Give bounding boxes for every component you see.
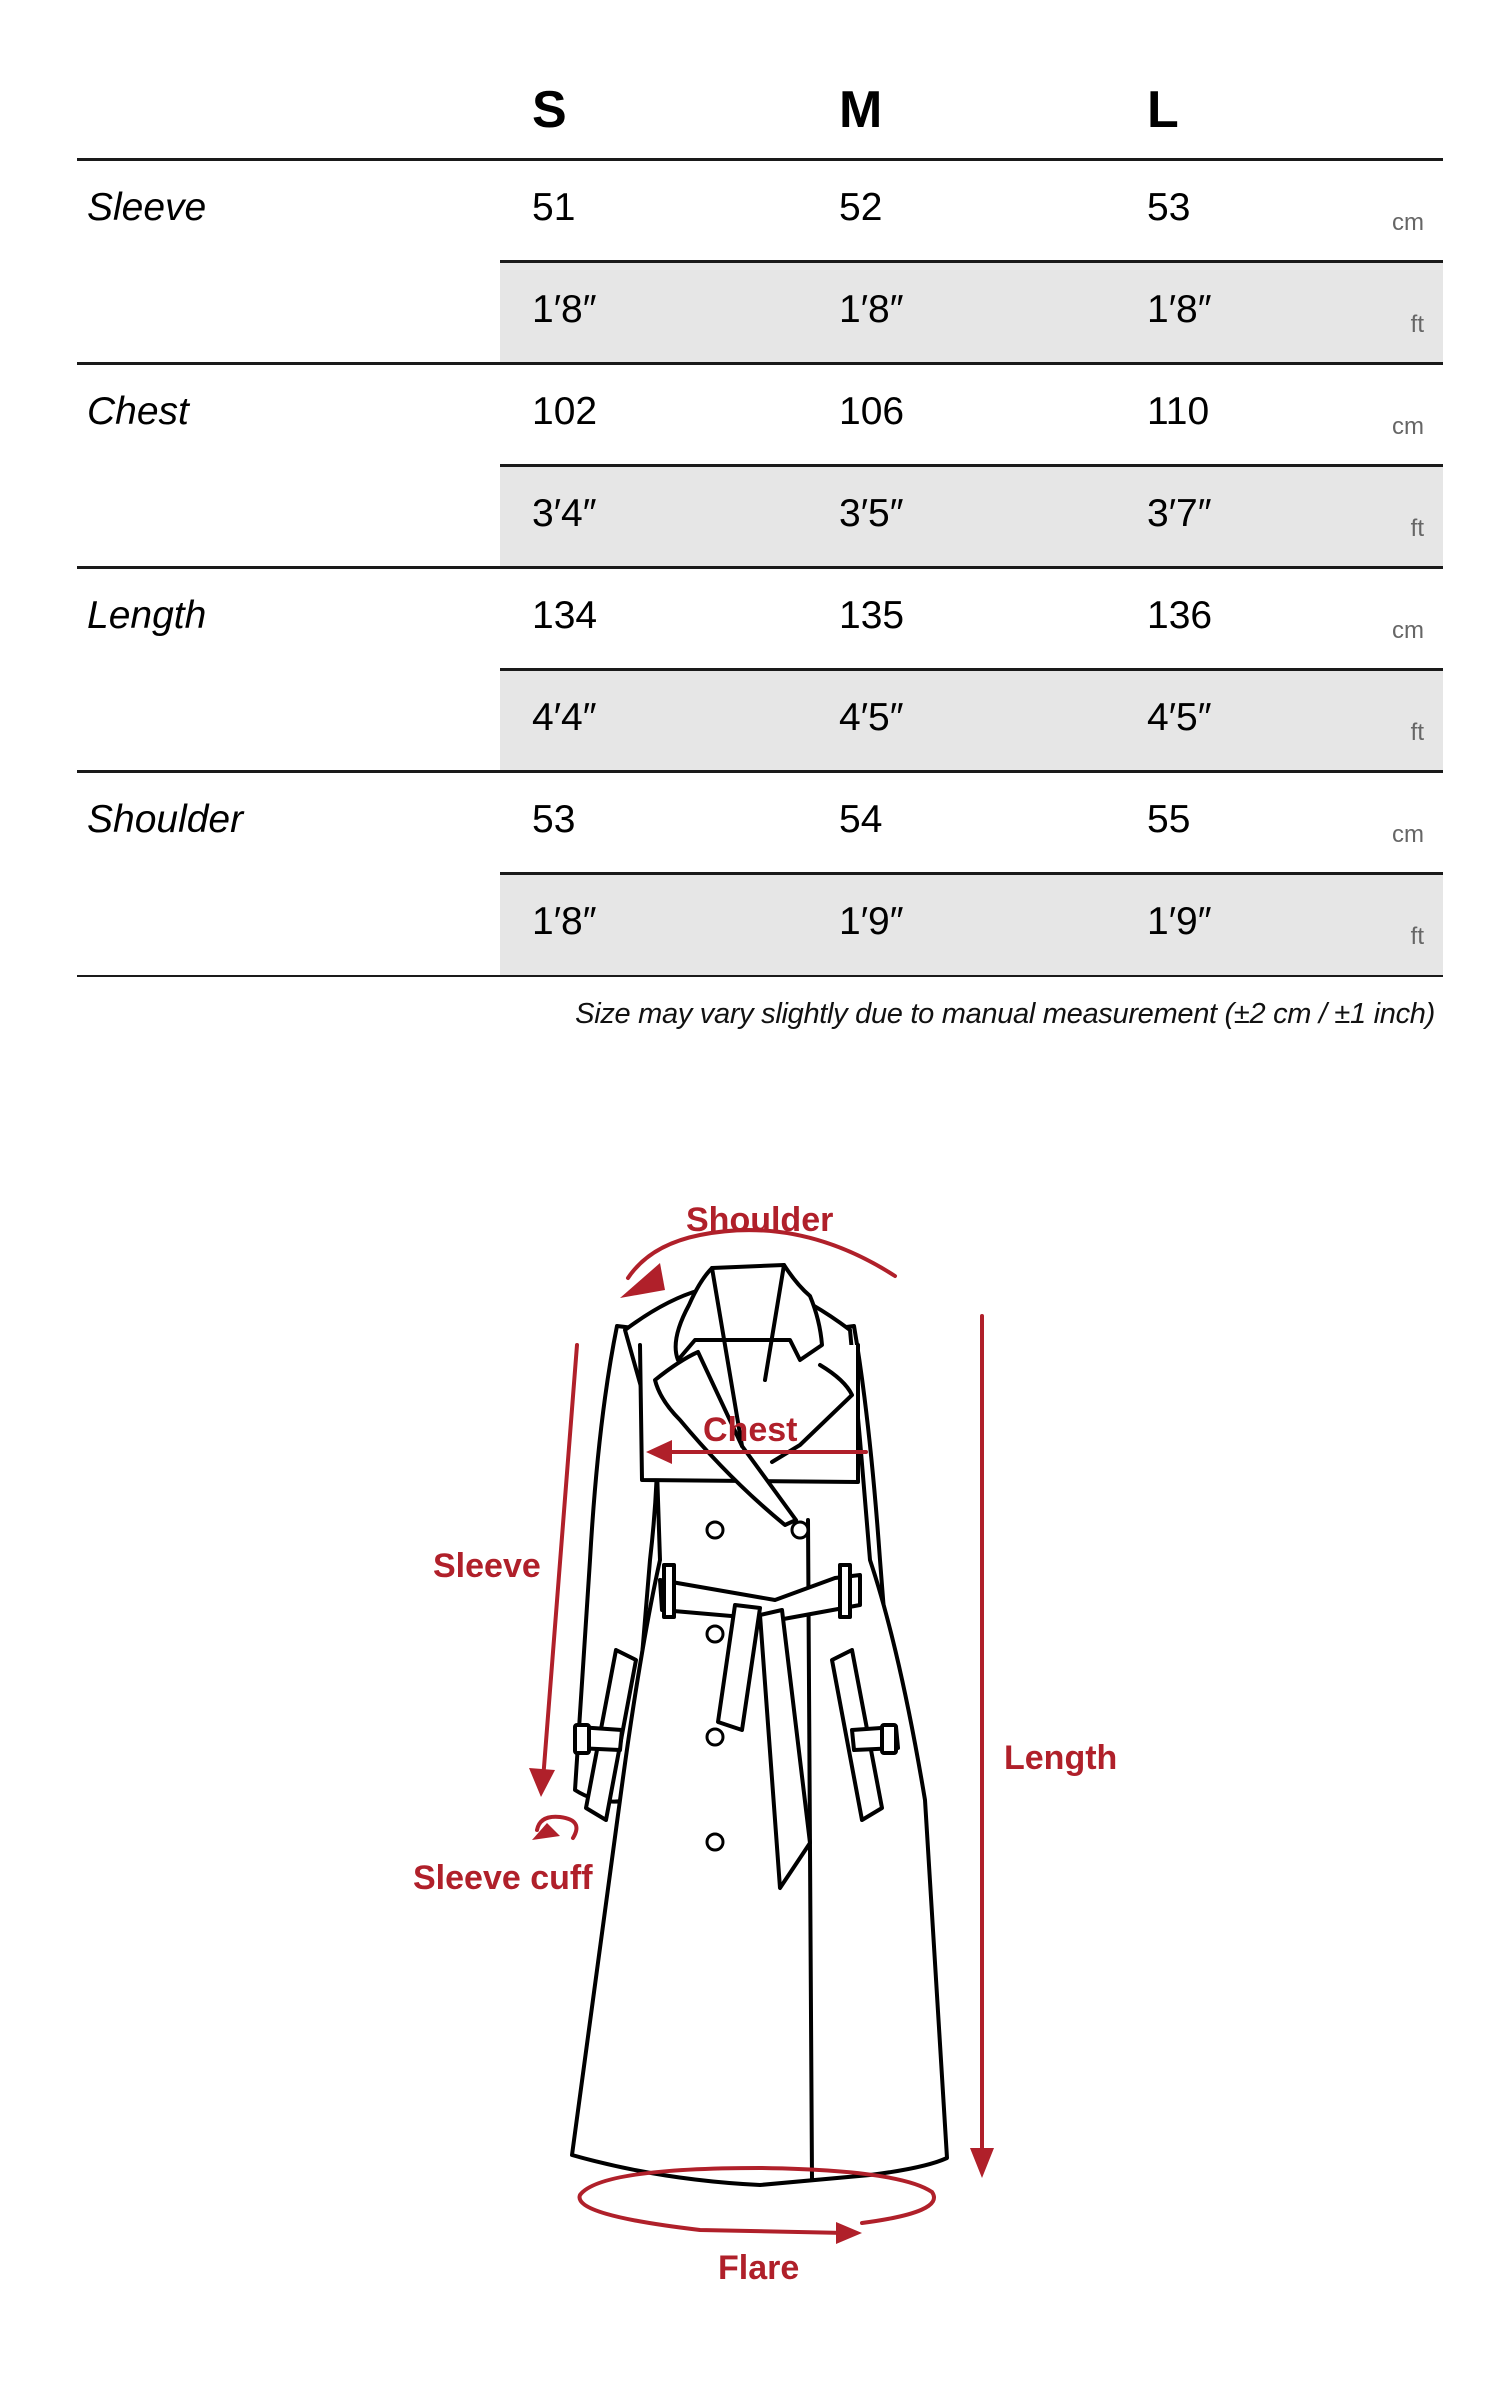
measurement-note: Size may vary slightly due to manual measurement (±2 cm / ±1 inch) [575,998,1435,1030]
cell-chest-s-ft: 3′4″ [532,492,597,535]
unit-ft: ft [1410,923,1424,950]
cell-shoulder-l-ft: 1′9″ [1147,900,1212,943]
cell-sleeve-m-ft: 1′8″ [839,288,904,331]
cell-chest-m-cm: 106 [839,390,905,433]
unit-cm: cm [1392,209,1424,236]
diagram-label-chest: Chest [703,1411,798,1449]
cell-length-s-cm: 134 [532,594,598,637]
size-header-s: S [532,81,567,139]
diagram-label-sleeve: Sleeve [433,1547,541,1585]
row-label-shoulder: Shoulder [87,798,244,841]
cell-shoulder-m-ft: 1′9″ [839,900,904,943]
cell-sleeve-m-cm: 52 [839,186,883,229]
cell-shoulder-l-cm: 55 [1147,798,1191,841]
cell-chest-l-cm: 110 [1147,390,1210,433]
cell-length-m-cm: 135 [839,594,905,637]
cell-length-m-ft: 4′5″ [839,696,904,739]
cell-length-l-cm: 136 [1147,594,1213,637]
unit-ft: ft [1410,515,1424,542]
unit-ft: ft [1410,311,1424,338]
sleeve-arrow-icon [543,1345,577,1780]
coat-outline-icon [572,1265,947,2185]
cell-sleeve-s-ft: 1′8″ [532,288,597,331]
diagram-label-flare: Flare [718,2249,800,2287]
row-label-length: Length [87,594,207,637]
cell-chest-m-ft: 3′5″ [839,492,904,535]
unit-cm: cm [1392,617,1424,644]
size-header-l: L [1147,81,1179,139]
cell-sleeve-l-ft: 1′8″ [1147,288,1212,331]
size-header-m: M [839,81,883,139]
cell-length-s-ft: 4′4″ [532,696,597,739]
diagram-label-sleeve-cuff: Sleeve cuff [413,1859,593,1897]
cell-length-l-ft: 4′5″ [1147,696,1212,739]
unit-ft: ft [1410,719,1424,746]
cell-shoulder-s-cm: 53 [532,798,576,841]
diagram-label-shoulder: Shoulder [686,1201,834,1239]
cell-shoulder-s-ft: 1′8″ [532,900,597,943]
diagram-label-length: Length [1004,1739,1118,1777]
unit-cm: cm [1392,821,1424,848]
row-label-chest: Chest [87,390,189,433]
unit-cm: cm [1392,413,1424,440]
cell-shoulder-m-cm: 54 [839,798,883,841]
row-label-sleeve: Sleeve [87,186,207,229]
cell-sleeve-l-cm: 53 [1147,186,1191,229]
cell-chest-s-cm: 102 [532,390,598,433]
cell-chest-l-ft: 3′7″ [1147,492,1212,535]
cell-sleeve-s-cm: 51 [532,186,576,229]
